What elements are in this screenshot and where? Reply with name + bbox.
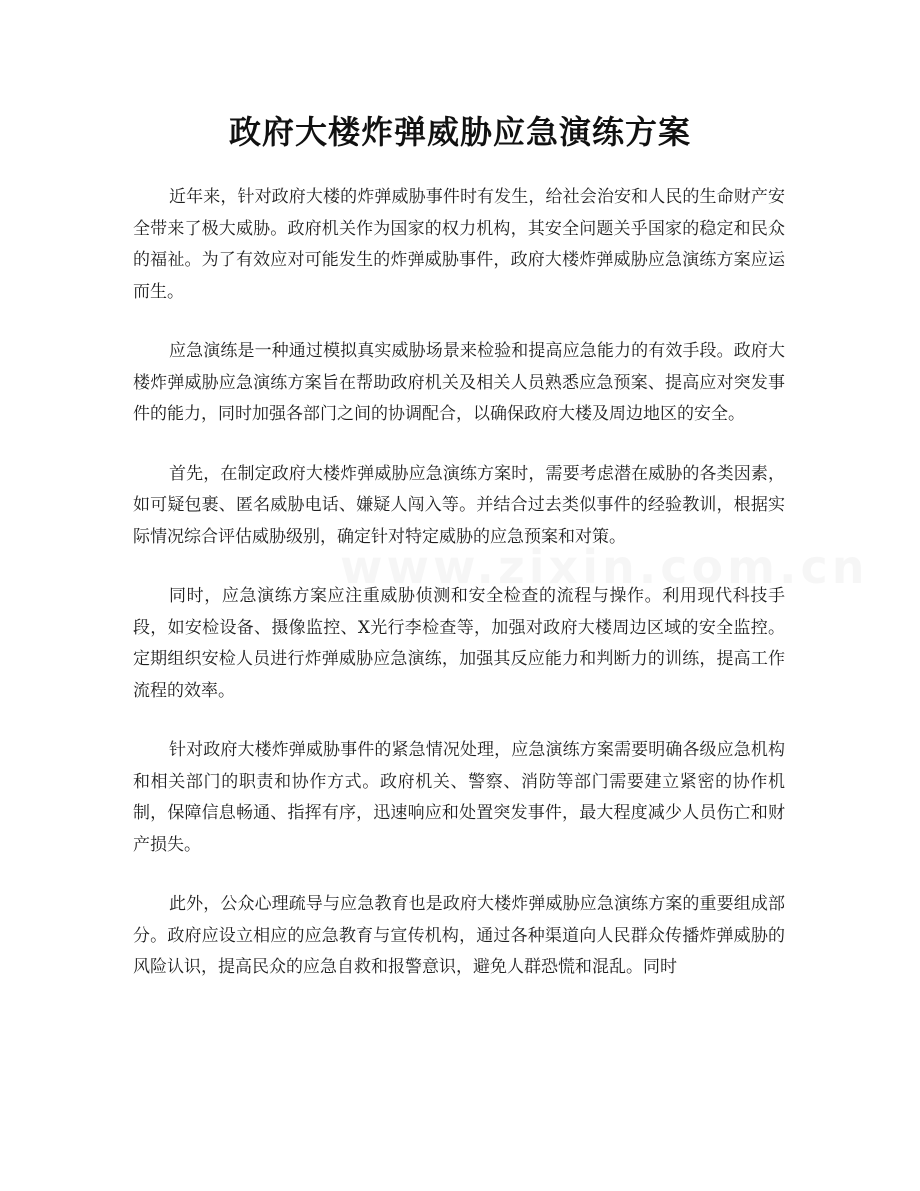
paragraph-4: 同时，应急演练方案应注重威胁侦测和安全检查的流程与操作。利用现代科技手段，如安检设备、摄像监控、X光行李检查等，加强对政府大楼周边区域的安全监控。定期组织安检人员进行炸弹威胁应急演练，加强其反应能力和判断力的训练，提高工作流程的效率。 — [133, 586, 785, 701]
document-body — [133, 182, 785, 1012]
paragraph-1: 近年来，针对政府大楼的炸弹威胁事件时有发生，给社会治安和人民的生命财产安全带来了极大威胁。政府机关作为国家的权力机构，其安全问题关乎国家的稳定和民众的福祉。为了有效应对可能发生的炸弹威胁事件，政府大楼炸弹威胁应急演练方案应运而生。 — [133, 187, 785, 302]
paragraph-6: 此外，公众心理疏导与应急教育也是政府大楼炸弹威胁应急演练方案的重要组成部分。政府应设立相应的应急教育与宣传机构，通过各种渠道向人民群众传播炸弹威胁的风险认识，提高民众的应急自救和报警意识，避免人群恐慌和混乱。同时 — [133, 894, 785, 977]
paragraph-2: 应急演练是一种通过模拟真实威胁场景来检验和提高应急能力的有效手段。政府大楼炸弹威胁应急演练方案旨在帮助政府机关及相关人员熟悉应急预案、提高应对突发事件的能力，同时加强各部门之间的协调配合，以确保政府大楼及周边地区的安全。 — [133, 341, 785, 424]
document-title: 政府大楼炸弹威胁应急演练方案 — [228, 113, 691, 151]
paragraph-3: 首先，在制定政府大楼炸弹威胁应急演练方案时，需要考虑潜在威胁的各类因素，如可疑包裹、匿名威胁电话、嫌疑人闯入等。并结合过去类似事件的经验教训，根据实际情况综合评估威胁级别，确定针对特定威胁的应急预案和对策。 — [133, 463, 785, 547]
paragraph-5: 针对政府大楼炸弹威胁事件的紧急情况处理，应急演练方案需要明确各级应急机构和相关部门的职责和协作方式。政府机关、警察、消防等部门需要建立紧密的协作机制，保障信息畅通、指挥有序，迅速响应和处置突发事件，最大程度减少人员伤亡和财产损失。 — [133, 740, 785, 855]
